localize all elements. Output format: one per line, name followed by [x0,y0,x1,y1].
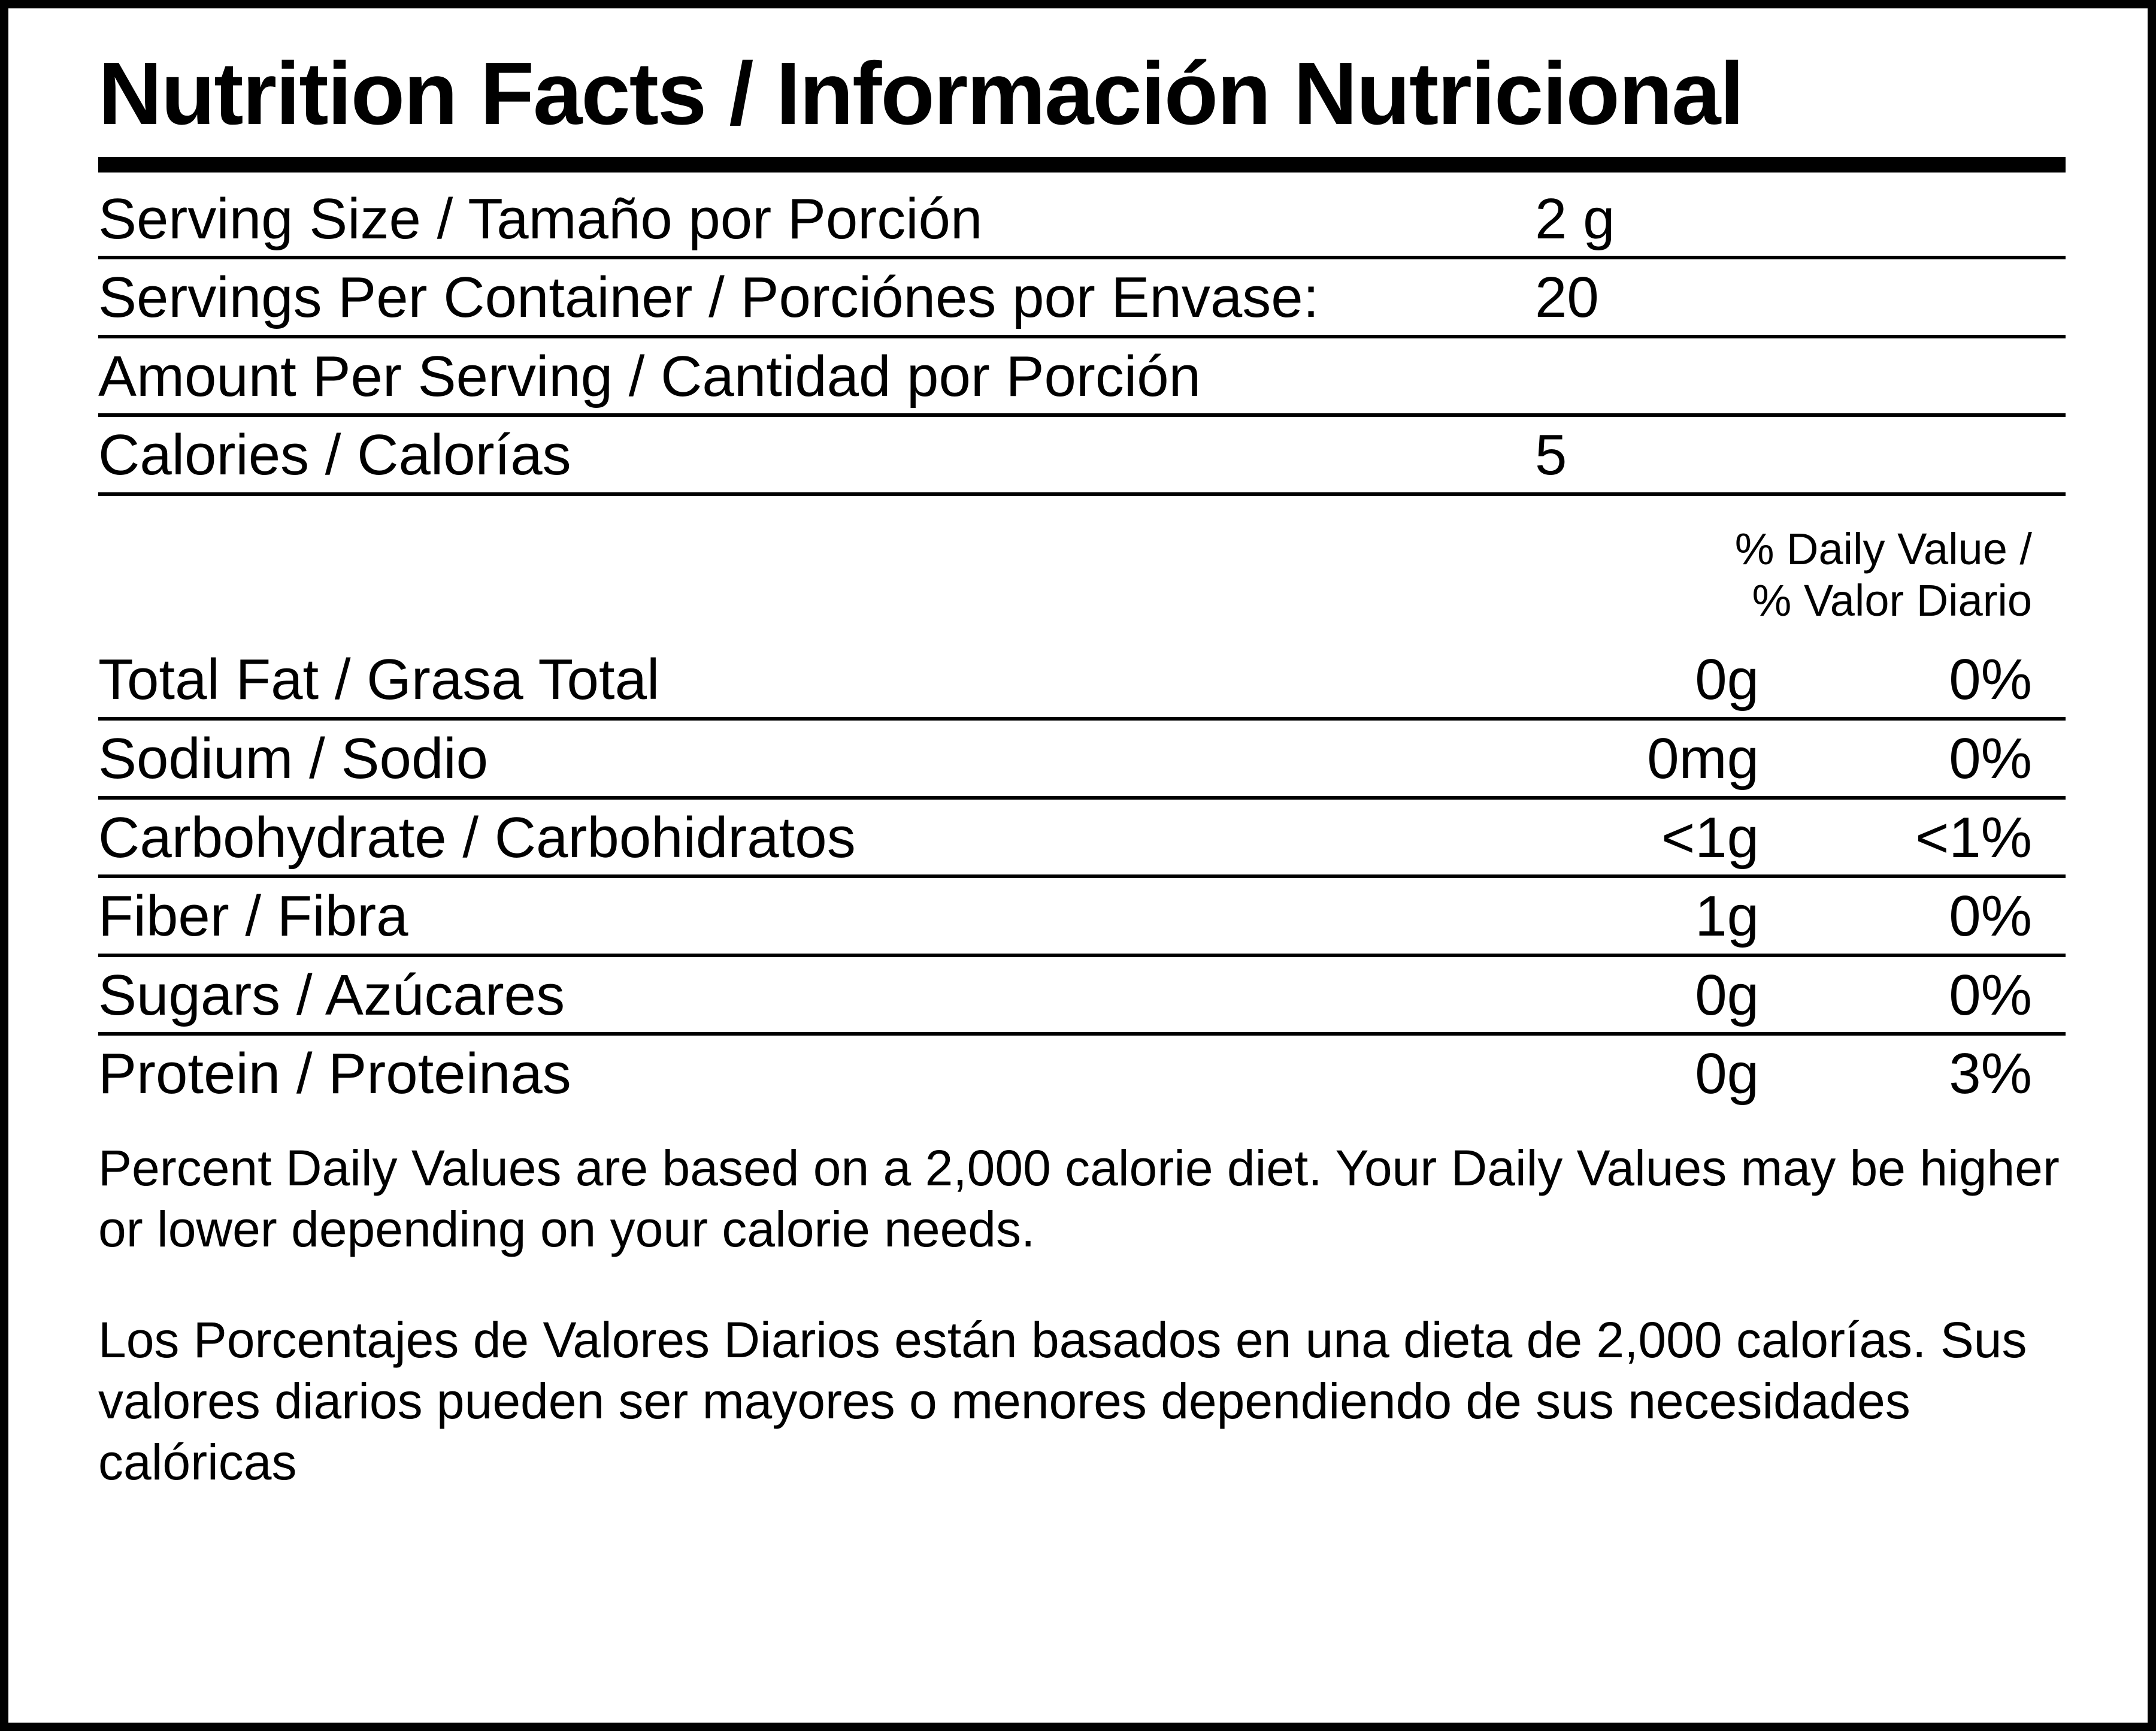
footnote-english: Percent Daily Values are based on a 2,000 calorie diet. Your Daily Values may be higher or lower depending on your calorie needs. [98,1139,2060,1258]
nutrient-daily-value: 3% [1949,1042,2032,1106]
nutrient-row-sodium [98,721,2066,800]
nutrient-row-fiber [98,878,2066,957]
nutrition-facts-content [98,44,2081,1493]
serving-size-label: Serving Size / Tamaño por Porción [98,186,983,251]
calories-row [98,417,2066,496]
nutrient-label: Sugars / Azúcares [98,963,565,1027]
daily-value-header-line-1: % Daily Value / [1734,523,2032,574]
daily-value-header-line-2: % Valor Diario [1752,575,2032,625]
nutrient-amount: 0g [1695,963,1759,1027]
nutrient-label: Protein / Proteinas [98,1042,571,1106]
serving-size-value: 2 g [1535,186,1615,251]
nutrient-amount: 0g [1695,1042,1759,1106]
servings-per-container-value: 20 [1535,265,1599,330]
nutrient-daily-value: 0% [1949,647,2032,712]
servings-per-container-label: Servings Per Container / Porciónes por Envase: [98,265,1319,330]
nutrient-amount: 1g [1695,884,1759,949]
nutrient-daily-value: 0% [1949,884,2032,949]
nutrient-row-protein [98,1036,2066,1111]
daily-value-header [98,496,2066,642]
calories-value: 5 [1535,423,1567,488]
nutrient-row-total-fat [98,641,2066,721]
amount-per-serving-label: Amount Per Serving / Cantidad por Porción [98,344,1201,408]
nutrient-label: Sodium / Sodio [98,726,489,791]
serving-size-row [98,173,2066,260]
nutrient-amount: <1g [1661,805,1759,870]
nutrient-daily-value: 0% [1949,963,2032,1027]
nutrient-row-carbohydrate [98,800,2066,879]
panel-title: Nutrition Facts / Información Nutricional [98,44,1743,143]
nutrient-amount: 0g [1695,647,1759,712]
nutrient-row-sugars [98,957,2066,1036]
nutrient-label: Fiber / Fibra [98,884,408,949]
footnote-spanish: Los Porcentajes de Valores Diarios están basados en una dieta de 2,000 calorías. Sus valores diarios pueden ser mayores o menores dependiendo de sus necesidades calóricas [98,1311,2027,1491]
title-divider [98,157,2066,173]
nutrient-daily-value: <1% [1915,805,2032,870]
nutrient-label: Total Fat / Grasa Total [98,647,660,712]
nutrient-amount: 0mg [1647,726,1759,791]
amount-per-serving-row [98,338,2066,417]
nutrient-label: Carbohydrate / Carbohidratos [98,805,856,870]
calories-label: Calories / Calorías [98,423,571,488]
servings-per-container-row [98,259,2066,338]
nutrient-daily-value: 0% [1949,726,2032,791]
